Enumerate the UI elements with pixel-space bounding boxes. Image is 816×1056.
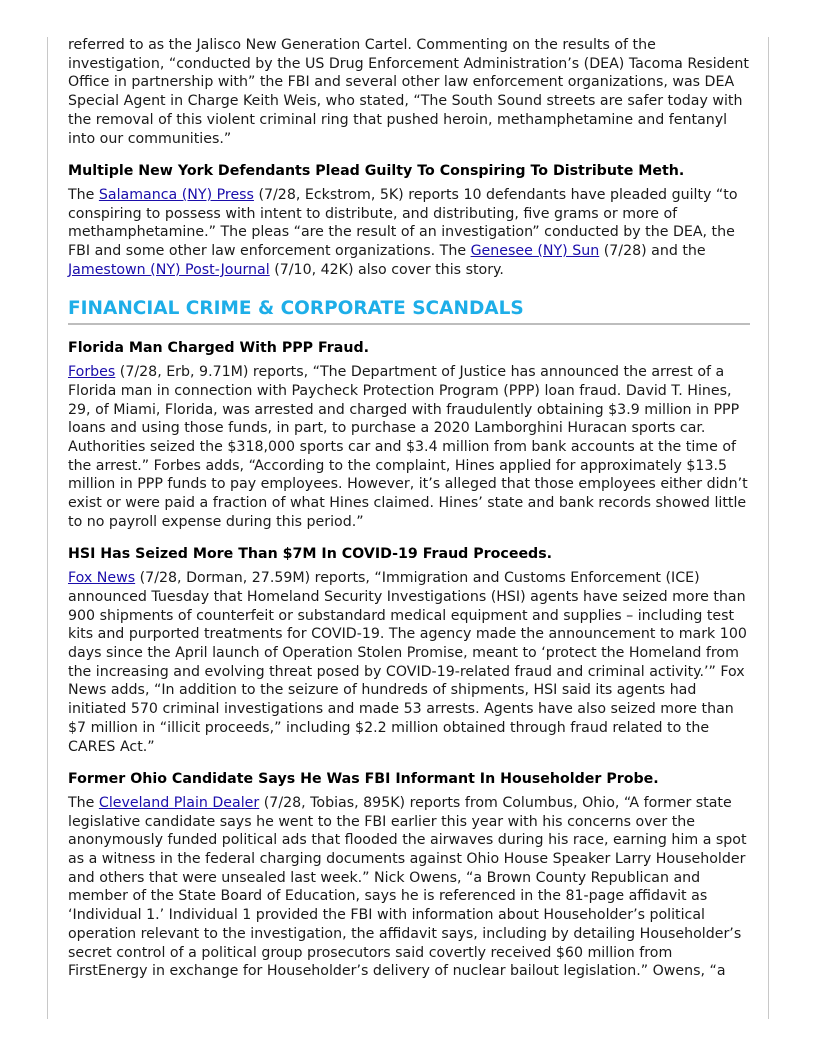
article-hsi-seizure [68,569,750,756]
body-ny-pre: The [68,186,99,203]
body-hsi: (7/28, Dorman, 27.59M) reports, “Immigration and Customs Enforcement (ICE) announced Tuesday that Homeland Security Investigations (HSI) agents have seized more than 900 shipments of counterfeit or substandard medical equipment and supplies – including test kits and purported treatments for COVID-19. The agency made the announcement to mark 100 days since the April launch of Operation Stolen Promise, meant to ‘protect the Homeland from the increasing and evolving threat posed by COVID-19-related fraud and criminal activity.’” Fox News adds, “In addition to the seizure of hundreds of shipments, HSI said its agents had initiated 570 criminal investigations and made 53 arrests. Agents have also seized more than $7 million in “illicit proceeds,” including $2.2 million obtained through fraud related to the CARES Act.” [68,570,747,755]
headline-ppp-fraud: Florida Man Charged With PPP Fraud. [68,340,369,357]
headline-ny-meth: Multiple New York Defendants Plead Guilty To Conspiring To Distribute Meth. [68,163,685,180]
article-ppp-fraud [68,363,750,531]
body-ny-3: (7/10, 42K) also cover this story. [269,261,504,278]
headline-hsi-seizure: HSI Has Seized More Than $7M In COVID-19 Fraud Proceeds. [68,546,553,563]
page-border-left [47,37,48,1019]
link-salamanca-press[interactable]: Salamanca (NY) Press [98,186,254,203]
headline-ohio-informant: Former Ohio Candidate Says He Was FBI Informant In Householder Probe. [68,771,659,788]
body-ppp: (7/28, Erb, 9.71M) reports, “The Department of Justice has announced the arrest of a Florida man in connection with Paycheck Protection Program (PPP) loan fraud. David T. Hines, 29, of Miami, Florida, was arrested and charged with fraudulently obtaining $3.9 million in PPP loans and using those funds, in part, to purchase a 2020 Lamborghini Huracan sports car. Authorities seized the $318,000 sports car and $3.4 million from bank accounts at the time of the arrest.” Forbes adds, “According to the complaint, Hines applied for approximately $13.5 million in PPP funds to pay employees. However, it’s alleged that those employees either didn’t exist or were paid a fraction of what Hines claimed. Hines’ state and bank records showed little to no payroll expense during this period.” [68,364,748,530]
body-ny-2: (7/28) and the [599,243,706,260]
link-fox-news[interactable]: Fox News [68,570,136,587]
link-forbes[interactable]: Forbes [68,364,116,381]
link-jamestown-post-journal[interactable]: Jamestown (NY) Post-Journal [68,261,270,278]
newsletter-content [68,36,750,981]
article-continuation: referred to as the Jalisco New Generation Cartel. Commenting on the results of the investigation, “conducted by the US Drug Enforcement Administration’s (DEA) Tacoma Resident Office in partnership with” the FBI and several other law enforcement organizations, was DEA Special Agent in Charge Keith Weis, who stated, “The South Sound streets are safer today with the removal of this violent criminal ring that pushed heroin, methamphetamine and fentanyl into our communities.” [68,37,749,147]
page-border-right [768,37,769,1019]
body-ny-1: (7/28, Eckstrom, 5K) reports 10 defendants have pleaded guilty “to conspiring to possess with intent to distribute, and distributing, five grams or more of methamphetamine.” The pleas “are the result of an investigation” conducted by the DEA, the FBI and some other law enforcement organizations. The [68,186,738,260]
link-cleveland-plain-dealer[interactable]: Cleveland Plain Dealer [98,794,260,811]
link-genesee-sun[interactable]: Genesee (NY) Sun [470,243,600,260]
body-ohio: (7/28, Tobias, 895K) reports from Columbus, Ohio, “A former state legislative candidate says he went to the FBI earlier this year with his concerns over the anonymously funded political ads that flooded the airwaves during his race, earning him a spot as a witness in the federal charging documents against Ohio House Speaker Larry Householder and others that were unsealed last week.” Nick Owens, “a Brown County Republican and member of the State Board of Education, says he is referenced in the 81-page affidavit as ‘Individual 1.’ Individual 1 provided the FBI with information about Householder’s political operation relevant to the investigation, the affidavit says, including by detailing Householder’s secret control of a political group prosecutors said covertly received $60 million from FirstEnergy in exchange for Householder’s delivery of nuclear bailout legislation.” Owens, “a [68,794,747,980]
article-ny-meth [68,186,750,280]
section-title-financial-crime: FINANCIAL CRIME & CORPORATE SCANDALS [68,297,750,325]
body-ohio-pre: The [68,794,99,811]
article-ohio-informant [68,794,750,981]
